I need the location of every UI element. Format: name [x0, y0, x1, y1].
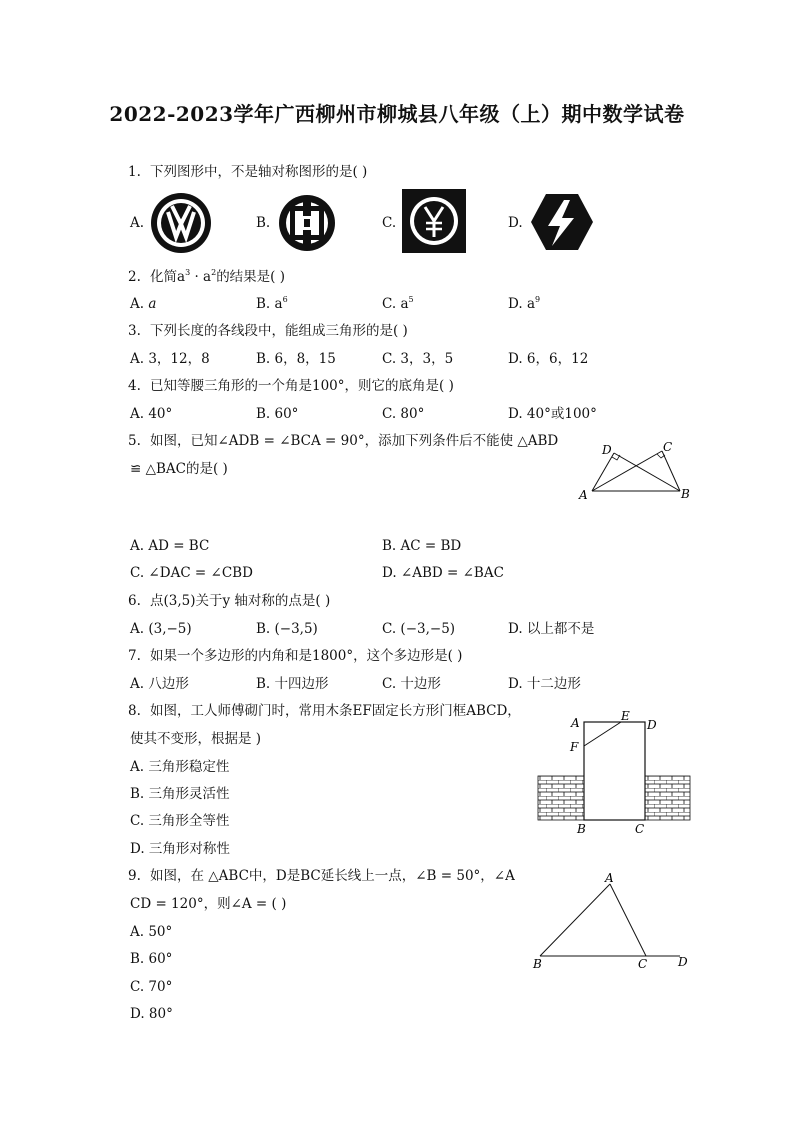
- q1-stem: 下列图形中，不是轴对称图形的是( ): [150, 164, 368, 180]
- yen-logo-icon: [402, 189, 466, 253]
- q5-stem-line1: 如图，已知∠ADB = ∠BCA = 90°，添加下列条件后不能使 △ABD: [150, 433, 559, 449]
- q9-option-d: D. 80°: [130, 1006, 173, 1022]
- q6-option-b: B. (−3,5): [256, 621, 318, 637]
- q8-label-f: F: [570, 740, 579, 754]
- q2-option-d: D. $a^9$: [508, 295, 541, 312]
- q8-option-c: C. 三角形全等性: [130, 813, 230, 829]
- q9-option-c: C. 70°: [130, 979, 173, 995]
- q5-option-c: C. ∠DAC = ∠CBD: [130, 565, 253, 581]
- q1-option-c-label: C.: [382, 215, 397, 231]
- q5-stem-line2: ≌ △BAC的是( ): [130, 461, 228, 477]
- q2-option-b: B. $a^6$: [256, 295, 288, 312]
- q8-label-b: B: [577, 822, 586, 836]
- q8-stem-line2: 使其不变形，根据是 ): [130, 731, 262, 747]
- q5-option-b: B. AC = BD: [382, 538, 462, 554]
- q4-option-b: B. 60°: [256, 406, 299, 422]
- q6-number: 6.: [128, 593, 141, 609]
- q8-stem-line1: 如图，工人师傅砌门时，常用木条EF固定长方形门框ABCD，: [150, 703, 521, 719]
- q9-figure: [528, 868, 698, 972]
- lightning-hexagon-icon: [530, 192, 594, 252]
- q9-stem-line2: CD = 120°，则∠A = ( ): [130, 896, 287, 912]
- q5-option-d: D. ∠ABD = ∠BAC: [382, 565, 504, 581]
- bank-logo-icon: [278, 194, 336, 252]
- q1-option-b-label: B.: [256, 215, 271, 231]
- q7-option-b: B. 十四边形: [256, 676, 329, 692]
- q8-option-a: A. 三角形稳定性: [130, 759, 230, 775]
- q7-option-d: D. 十二边形: [508, 676, 581, 692]
- q2-option-c: C. $a^5$: [382, 295, 414, 312]
- q6-option-c: C. (−3,−5): [382, 621, 456, 637]
- page-title: 2022-2023学年广西柳州市柳城县八年级（上）期中数学试卷: [109, 102, 685, 126]
- q5-figure: [572, 436, 696, 504]
- q9-number: 9.: [128, 868, 141, 884]
- q8-label-e: E: [621, 709, 630, 723]
- q3-option-a: A. 3，12，8: [130, 351, 210, 367]
- q2-number: 2.: [128, 269, 141, 285]
- q6-option-a: A. (3,−5): [130, 621, 192, 637]
- q5-label-c: C: [663, 440, 673, 454]
- q1-option-a-label: A.: [130, 215, 145, 231]
- q5-label-b: B: [681, 487, 690, 501]
- q4-number: 4.: [128, 378, 141, 394]
- q5-number: 5.: [128, 433, 141, 449]
- q8-option-d: D. 三角形对称性: [130, 841, 230, 857]
- q1-number: 1.: [128, 164, 141, 180]
- q8-figure: [534, 708, 694, 840]
- q8-label-c: C: [635, 822, 645, 836]
- q4-option-c: C. 80°: [382, 406, 425, 422]
- q8-option-b: B. 三角形灵活性: [130, 786, 230, 802]
- q7-stem: 如果一个多边形的内角和是1800°，这个多边形是( ): [150, 648, 463, 664]
- q8-number: 8.: [128, 703, 141, 719]
- q3-number: 3.: [128, 323, 141, 339]
- q9-label-a: A: [605, 871, 614, 885]
- q7-option-c: C. 十边形: [382, 676, 441, 692]
- q7-option-a: A. 八边形: [130, 676, 189, 692]
- q5-label-a: A: [579, 488, 588, 502]
- q4-option-a: A. 40°: [130, 406, 173, 422]
- q2-stem: 化简$a^3 \cdot a^2$的结果是( ): [150, 268, 286, 285]
- q6-option-d: D. 以上都不是: [508, 621, 595, 637]
- q4-option-d: D. 40°或100°: [508, 406, 597, 422]
- q5-option-a: A. AD = BC: [130, 538, 210, 554]
- q9-label-c: C: [638, 957, 648, 971]
- q6-stem: 点(3,5)关于y 轴对称的点是( ): [150, 593, 331, 609]
- q3-option-b: B. 6，8，15: [256, 351, 336, 367]
- q7-number: 7.: [128, 648, 141, 664]
- q3-option-d: D. 6，6，12: [508, 351, 589, 367]
- q4-stem: 已知等腰三角形的一个角是100°，则它的底角是( ): [150, 378, 454, 394]
- q3-option-c: C. 3，3，5: [382, 351, 454, 367]
- q9-stem-line1: 如图，在 △ABC中，D是BC延长线上一点，∠B = 50°，∠A: [150, 868, 515, 884]
- q9-label-b: B: [533, 957, 542, 971]
- q8-label-d: D: [647, 718, 657, 732]
- volkswagen-logo-icon: [150, 192, 212, 254]
- q2-option-a: A. a: [130, 296, 157, 312]
- q9-label-d: D: [678, 955, 688, 969]
- q9-option-b: B. 60°: [130, 951, 173, 967]
- q5-label-d: D: [602, 443, 612, 457]
- q9-option-a: A. 50°: [130, 924, 173, 940]
- q8-label-a: A: [571, 716, 580, 730]
- q3-stem: 下列长度的各线段中，能组成三角形的是( ): [150, 323, 408, 339]
- q1-option-d-label: D.: [508, 215, 523, 231]
